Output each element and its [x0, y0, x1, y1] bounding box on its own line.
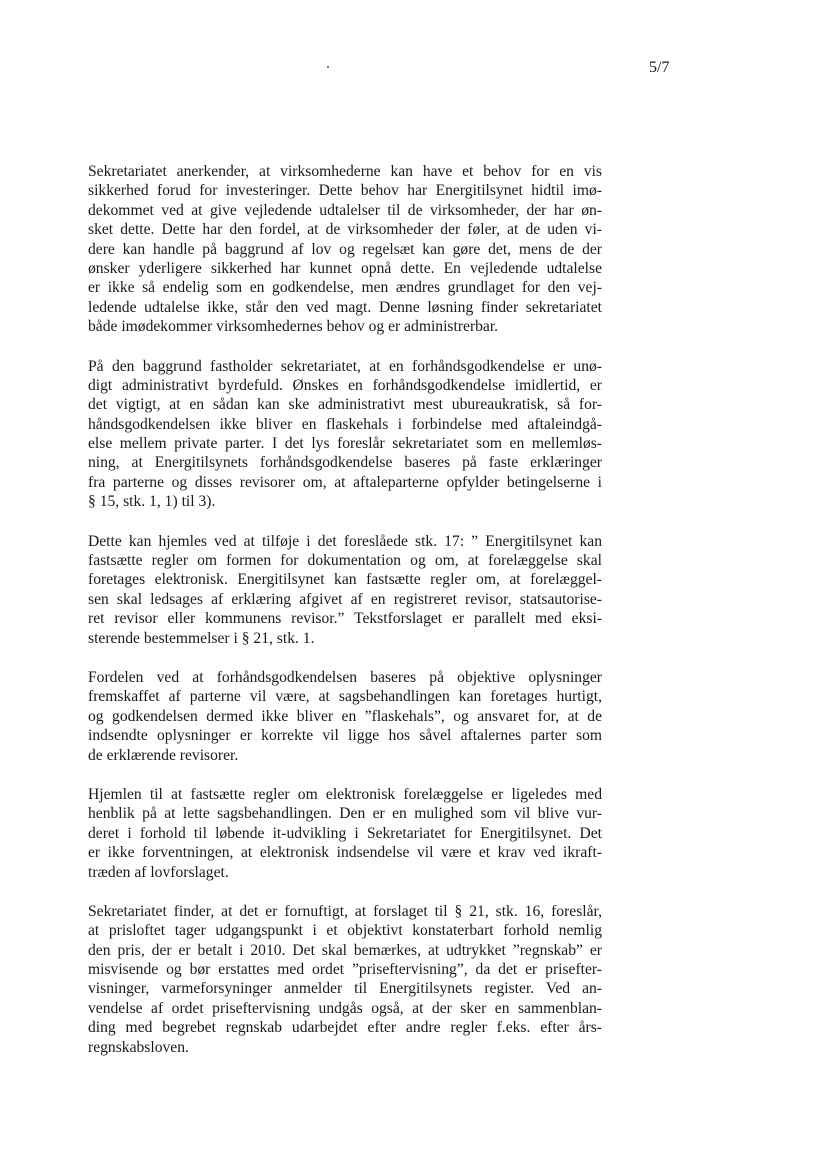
text-line: sikkerhed forud for investeringer. Dette behov har Energitilsynet hidtil imø-: [88, 182, 602, 200]
text-line: digt administrativt byrdefuld. Ønskes en forhåndsgodkendelse imidlertid, er: [88, 376, 602, 394]
paragraph-secretariat-acknowledges: [88, 162, 602, 337]
text-line: de erklærende revisorer.: [88, 746, 239, 764]
text-line: Hjemlen til at fastsætte regler om elektronisk forelæggelse er ligeledes med: [88, 785, 602, 803]
text-line: misvisende og bør erstattes med ordet ”priseftervisning”, da det er prisefter-: [88, 961, 602, 979]
text-line: dekommet ved at give vejledende udtalelser til de virksomheder, der har øn-: [88, 201, 602, 219]
text-line: ret revisor eller kommunens revisor.” Tekstforslaget er parallelt med eksi-: [88, 610, 602, 628]
text-line: § 15, stk. 1, 1) til 3).: [88, 493, 216, 511]
text-line: det vigtigt, at en sådan kan ske administrativt mest ubureaukratisk, så for-: [88, 396, 602, 414]
text-line: visninger, varmeforsyninger anmelder til Energitilsynets register. Ved an-: [88, 980, 602, 998]
scan-speck: [327, 66, 329, 68]
text-line: ledende udtalelse ikke, står den ved magt. Denne løsning finder sekretariatet: [88, 298, 602, 316]
text-line: den pris, der er betalt i 2010. Det skal bemærkes, at udtrykket ”regnskab” er: [88, 941, 602, 959]
text-line: regnskabsloven.: [88, 1038, 189, 1056]
text-line: Dette kan hjemles ved at tilføje i det foreslåede stk. 17: ” Energitilsynet kan: [88, 532, 602, 550]
text-line: er ikke forventningen, at elektronisk indsendelse vil være et krav ved ikraft-: [88, 844, 602, 862]
text-line: ning, at Energitilsynets forhåndsgodkendelse baseres på faste erklæringer: [88, 454, 602, 472]
text-line: både imødekommer virksomhedernes behov og er administrerbar.: [88, 318, 499, 336]
text-line: Fordelen ved at forhåndsgodkendelsen baseres på objektive oplysninger: [88, 668, 602, 686]
text-line: er ikke så endelig som en godkendelse, men ændres grundlaget for den vej-: [88, 279, 602, 297]
text-line: træden af lovforslaget.: [88, 863, 229, 881]
page-number: 5/7: [649, 59, 670, 76]
paragraph-prior-approval-burden: [88, 357, 602, 512]
text-line: Sekretariatet finder, at det er fornuftigt, at forslaget til § 21, stk. 16, foreslår,: [88, 902, 602, 920]
document-body: [88, 162, 602, 1077]
text-line: fremskaffet af parterne vil være, at sagsbehandlingen kan foretages hurtigt,: [88, 688, 602, 706]
text-line: indsendte oplysninger er korrekte vil ligge hos såvel aftalernes parter som: [88, 727, 602, 745]
text-line: og godkendelsen dermed ikke bliver en ”flaskehals”, og ansvaret for, at de: [88, 707, 602, 725]
text-line: sterende bestemmelser i § 21, stk. 1.: [88, 629, 315, 647]
text-line: ønsker yderligere sikkerhed har kunnet opnå dette. En vejledende udtalelse: [88, 259, 602, 277]
text-line: fra parterne og disses revisorer om, at aftaleparterne opfylder betingelserne i: [88, 473, 602, 491]
text-line: at prisloftet tager udgangspunkt i et objektivt konstaterbart forhold nemlig: [88, 922, 602, 940]
text-line: foretages elektronisk. Energitilsynet kan fastsætte regler om, at forelæggel-: [88, 571, 602, 589]
text-line: henblik på at lette sagsbehandlingen. Den er en mulighed som vil blive vur-: [88, 805, 602, 823]
paragraph-legal-basis-stk-17: [88, 532, 602, 648]
text-line: På den baggrund fastholder sekretariatet, at en forhåndsgodkendelse er unø-: [88, 357, 602, 375]
text-line: deret i forhold til løbende it-udvikling i Sekretariatet for Energitilsynet. Det: [88, 824, 602, 842]
text-line: vendelse af ordet priseftervisning undgås også, at der sker en sammenblan-: [88, 999, 602, 1017]
paragraph-electronic-submission: [88, 785, 602, 882]
text-line: dere kan handle på baggrund af lov og regelsæt kan gøre det, mens de der: [88, 240, 602, 258]
text-line: sket dette. Dette har den fordel, at de virksomheder der føler, at de uden vi-: [88, 221, 602, 239]
paragraph-price-cap-2010: [88, 902, 602, 1057]
text-line: håndsgodkendelsen ikke bliver en flaskehals i forbindelse med aftaleindgå-: [88, 415, 602, 433]
text-line: Sekretariatet anerkender, at virksomhederne kan have et behov for en vis: [88, 163, 602, 180]
paragraph-advantage-objective-info: [88, 668, 602, 765]
text-line: ding med begrebet regnskab udarbejdet efter andre regler f.eks. efter års-: [88, 1019, 602, 1037]
text-line: sen skal ledsages af erklæring afgivet af en registreret revisor, statsautorise-: [88, 590, 602, 608]
text-line: fastsætte regler om formen for dokumentation og om, at forelæggelse skal: [88, 552, 602, 570]
text-line: else mellem private parter. I det lys foreslår sekretariatet som en mellemløs-: [88, 435, 602, 453]
